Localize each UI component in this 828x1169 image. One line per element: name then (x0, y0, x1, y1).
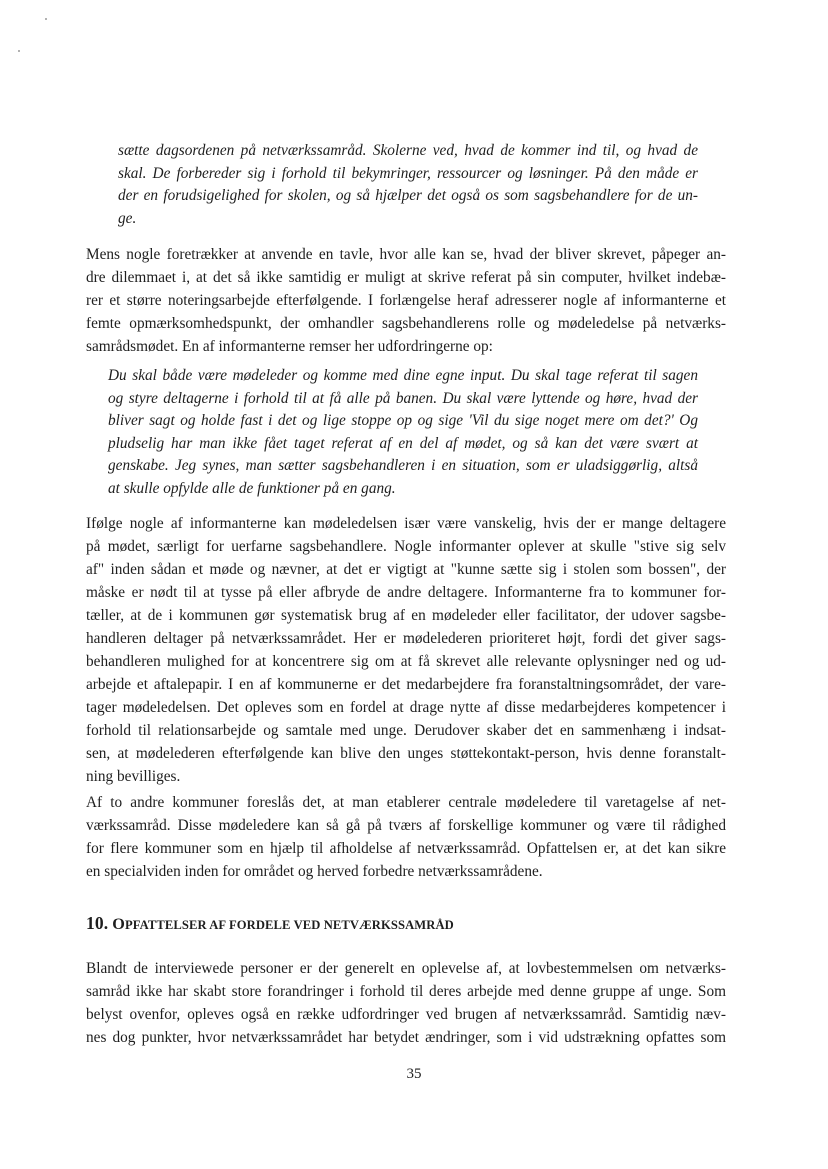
paragraph-line: handleren deltager på netværkssamrådet. Her er mødelederen prioriteret højt, fordi det giver sags- (86, 630, 726, 647)
paragraph-line: behandleren mulighed for at koncentrere sig om at få skrevet alle relevante oplysninger ned og ud- (86, 653, 726, 670)
paragraph-line: samråd ikke har skabt store forandringer i forhold til deres arbejde med denne gruppe af unge. Som (86, 983, 726, 1000)
paragraph-line: dre dilemmaet i, at det så ikke samtidig er muligt at skrive referat på sin computer, hvilket indebæ- (86, 269, 726, 286)
paragraph-meeting-roles (86, 243, 726, 358)
paragraph-perceived-benefits (86, 957, 726, 1049)
section-title-initial: O (112, 915, 125, 933)
quote-line: Du skal både være mødeleder og komme med dine egne input. Du skal tage referat til sagen (108, 367, 698, 384)
quote-line: og styre deltagerne i forhold til at få alle på banen. Du skal være lyttende og høre, hvad der (108, 389, 698, 407)
paragraph-line: en specialviden inden for området og herved forbedre netværkssamrådene. (86, 863, 543, 880)
paragraph-line: tager mødeledelsen. Det opleves som en fordel at drage nytte af disse medarbejderes kompetencer i (86, 699, 726, 716)
block-quote-scheduling (118, 140, 698, 230)
paragraph-line: belyst ovenfor, opleves også en række udfordringer ved brugen af netværkssamråd. Samtidig næv- (86, 1006, 726, 1023)
scan-speck (18, 50, 20, 52)
paragraph-central-leaders (86, 791, 726, 883)
paragraph-line: femte opmærksomhedspunkt, der omhandler sagsbehandlerens rolle og mødeledelse på netværks- (86, 315, 726, 332)
paragraph-line: arbejde et aftalepapir. I en af kommunerne er det medarbejdere fra foranstaltningsområdet, der vare- (86, 676, 726, 693)
paragraph-line: Blandt de interviewede personer er der generelt en oplevelse af, at lovbestemmelsen om netværks- (86, 960, 726, 977)
paragraph-line: ning bevilliges. (86, 768, 181, 785)
paragraph-line: Ifølge nogle af informanterne kan mødeledelsen især være vanskelig, hvis der er mange deltagere (86, 515, 726, 532)
quote-line: sætte dagsordenen på netværkssamråd. Skolerne ved, hvad de kommer ind til, og hvad de (118, 142, 698, 159)
paragraph-line: Af to andre kommuner foreslås det, at man etablerer centrale mødeledere til varetagelse af net- (86, 794, 726, 811)
quote-line: ge. (118, 209, 137, 227)
paragraph-line: på mødet, særligt for uerfarne sagsbehandlere. Nogle informanter oplever at skulle "stive sig selv (86, 538, 726, 555)
quote-line: genskabe. Jeg synes, man sætter sagsbehandleren i en situation, som er uladsiggørlig, altså (108, 457, 698, 475)
paragraph-line: sen, at mødelederen efterfølgende kan blive den unges støttekontakt-person, hvis denne foranstalt- (86, 745, 726, 762)
page-number: 35 (406, 1066, 422, 1082)
paragraph-line: tæller, at de i kommunen gør systematisk brug af en mødeleder eller facilitator, der udover sagsbe- (86, 607, 726, 624)
quote-line: at skulle opfylde alle de funktioner på en gang. (108, 479, 396, 497)
quote-line: skal. De forbereder sig i forhold til bekymringer, ressourcer og løsninger. På den måde er (118, 164, 698, 182)
paragraph-line: Mens nogle foretrækker at anvende en tavle, hvor alle kan se, hvad der bliver skrevet, påpeger an- (86, 246, 726, 263)
block-quote-meeting-leader (108, 365, 698, 501)
quote-line: bliver sagt og holde fast i det og lige stoppe op og sige 'Vil du sige noget mere om det?' Og (108, 412, 698, 430)
paragraph-line: værkssamråd. Disse mødeledere kan så gå på tværs af forskellige kommuner og være til rådighed (86, 817, 726, 834)
section-number: 10. (86, 913, 109, 933)
paragraph-line: forhold til relationsarbejde og samtale med unge. Derudover skaber det en sammenhæng i indsat- (86, 722, 726, 739)
paragraph-line: måske er nødt til at tysse på eller afbryde de andre deltagere. Informanterne fra to kommuner for- (86, 584, 726, 601)
quote-line: pludselig har man ikke fået taget referat af en del af mødet, og så kan det være svært at (108, 434, 698, 452)
paragraph-line: for flere kommuner som en hjælp til afholdelse af netværkssamråd. Opfattelsen er, at det kan sikre (86, 840, 726, 857)
paragraph-line: nes dog punkter, hvor netværkssamrådet har betydet ændringer, som i vid udstrækning opfattes som (86, 1029, 726, 1046)
section-title: PFATTELSER AF FORDELE VED NETVÆRKSSAMRÅD (124, 918, 454, 932)
paragraph-line: rer et større noteringsarbejde efterfølgende. I forlængelse heraf adresserer nogle af informanterne et (86, 292, 726, 309)
paragraph-line: af" inden sådan et møde og nævner, at det er vigtigt at "kunne sætte sig i stolen som bossen", der (86, 561, 726, 578)
paragraph-line: samrådsmødet. En af informanterne remser her udfordringerne op: (86, 338, 493, 355)
paragraph-meeting-leadership (86, 512, 726, 788)
quote-line: der en forudsigelighed for skolen, og så hjælper det også os som sagsbehandlere for de un- (118, 187, 698, 205)
section-heading (86, 913, 454, 934)
scan-speck (45, 18, 47, 20)
